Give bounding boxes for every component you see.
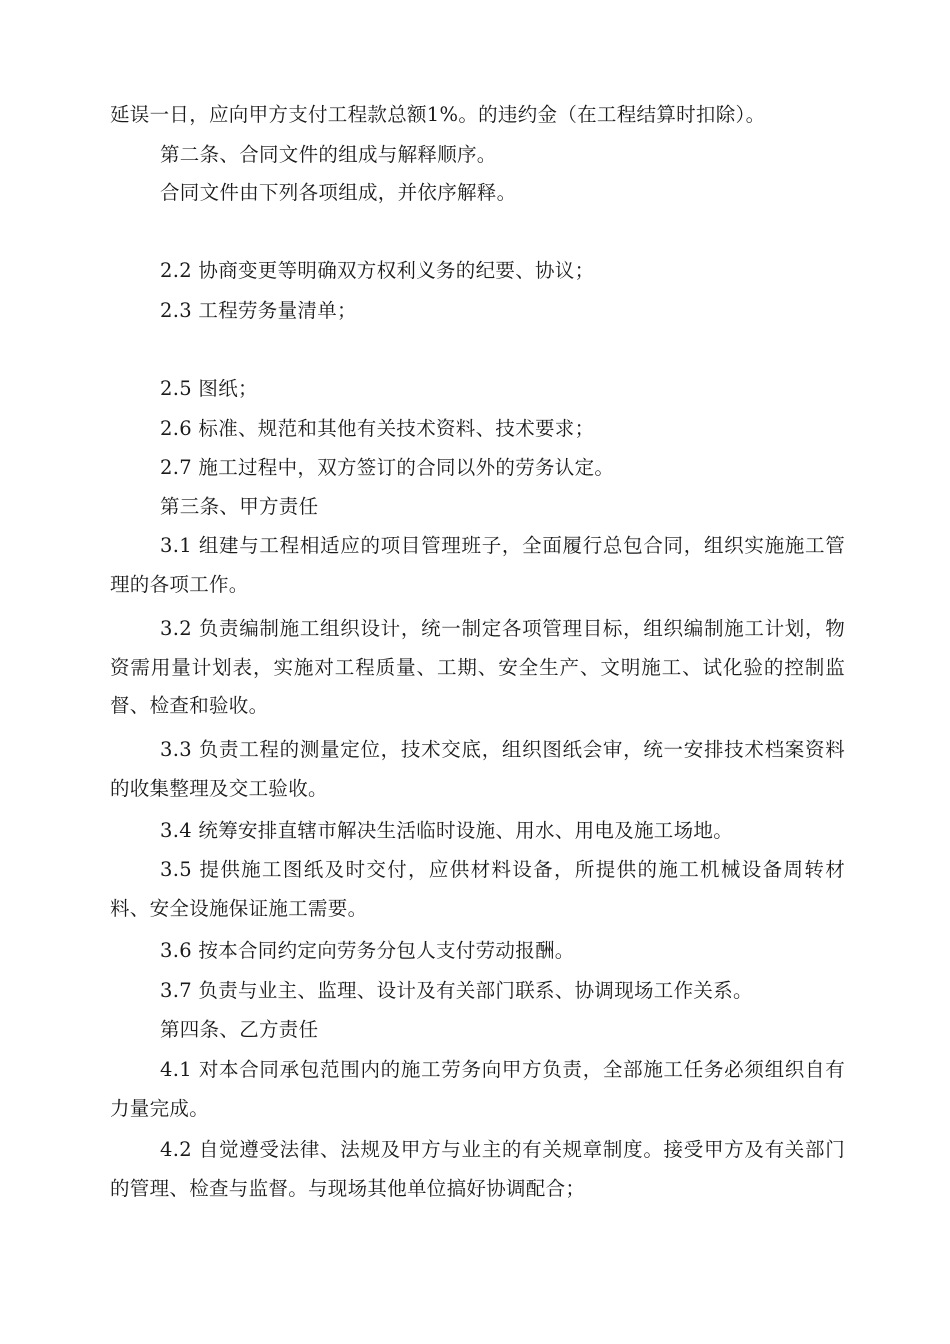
heading-article-4: 第四条、乙方责任 [160, 1018, 319, 1041]
clause-2-6: 2.6 标准、规范和其他有关技术资料、技术要求； [160, 417, 595, 440]
paragraph-penalty-clause: 延误一日，应向甲方支付工程款总额1%。的违约金（在工程结算时扣除）。 [110, 103, 766, 126]
clause-3-1: 3.1 组建与工程相适应的项目管理班子，全面履行总包合同，组织实施施工管理的各项工作。 [110, 534, 845, 596]
clause-3-7: 3.7 负责与业主、监理、设计及有关部门联系、协调现场工作关系。 [160, 979, 753, 1002]
clause-2-2: 2.2 协商变更等明确双方权利义务的纪要、协议； [160, 259, 595, 282]
heading-article-3: 第三条、甲方责任 [160, 495, 319, 518]
heading-article-2: 第二条、合同文件的组成与解释顺序。 [160, 143, 497, 166]
clause-3-6: 3.6 按本合同约定向劳务分包人支付劳动报酬。 [160, 939, 575, 962]
paragraph-contract-documents: 合同文件由下列各项组成，并依序解释。 [160, 181, 517, 204]
clause-2-3: 2.3 工程劳务量清单； [160, 299, 357, 322]
clause-4-2: 4.2 自觉遵受法律、法规及甲方与业主的有关规章制度。接受甲方及有关部门的管理、检查与监督。与现场其他单位搞好协调配合； [110, 1138, 845, 1200]
clause-3-2: 3.2 负责编制施工组织设计，统一制定各项管理目标，组织编制施工计划，物资需用量计划表，实施对工程质量、工期、安全生产、文明施工、试化验的控制监督、检查和验收。 [110, 617, 845, 717]
clause-3-4: 3.4 统筹安排直辖市解决生活临时设施、用水、用电及施工场地。 [160, 819, 734, 842]
clause-4-1: 4.1 对本合同承包范围内的施工劳务向甲方负责，全部施工任务必须组织自有力量完成。 [110, 1058, 845, 1120]
clause-3-3: 3.3 负责工程的测量定位，技术交底，组织图纸会审，统一安排技术档案资料的收集整理及交工验收。 [110, 738, 845, 800]
clause-3-5: 3.5 提供施工图纸及时交付，应供材料设备，所提供的施工机械设备周转材料、安全设施保证施工需要。 [110, 858, 845, 920]
clause-2-5: 2.5 图纸； [160, 377, 258, 400]
clause-2-7: 2.7 施工过程中，双方签订的合同以外的劳务认定。 [160, 456, 615, 479]
